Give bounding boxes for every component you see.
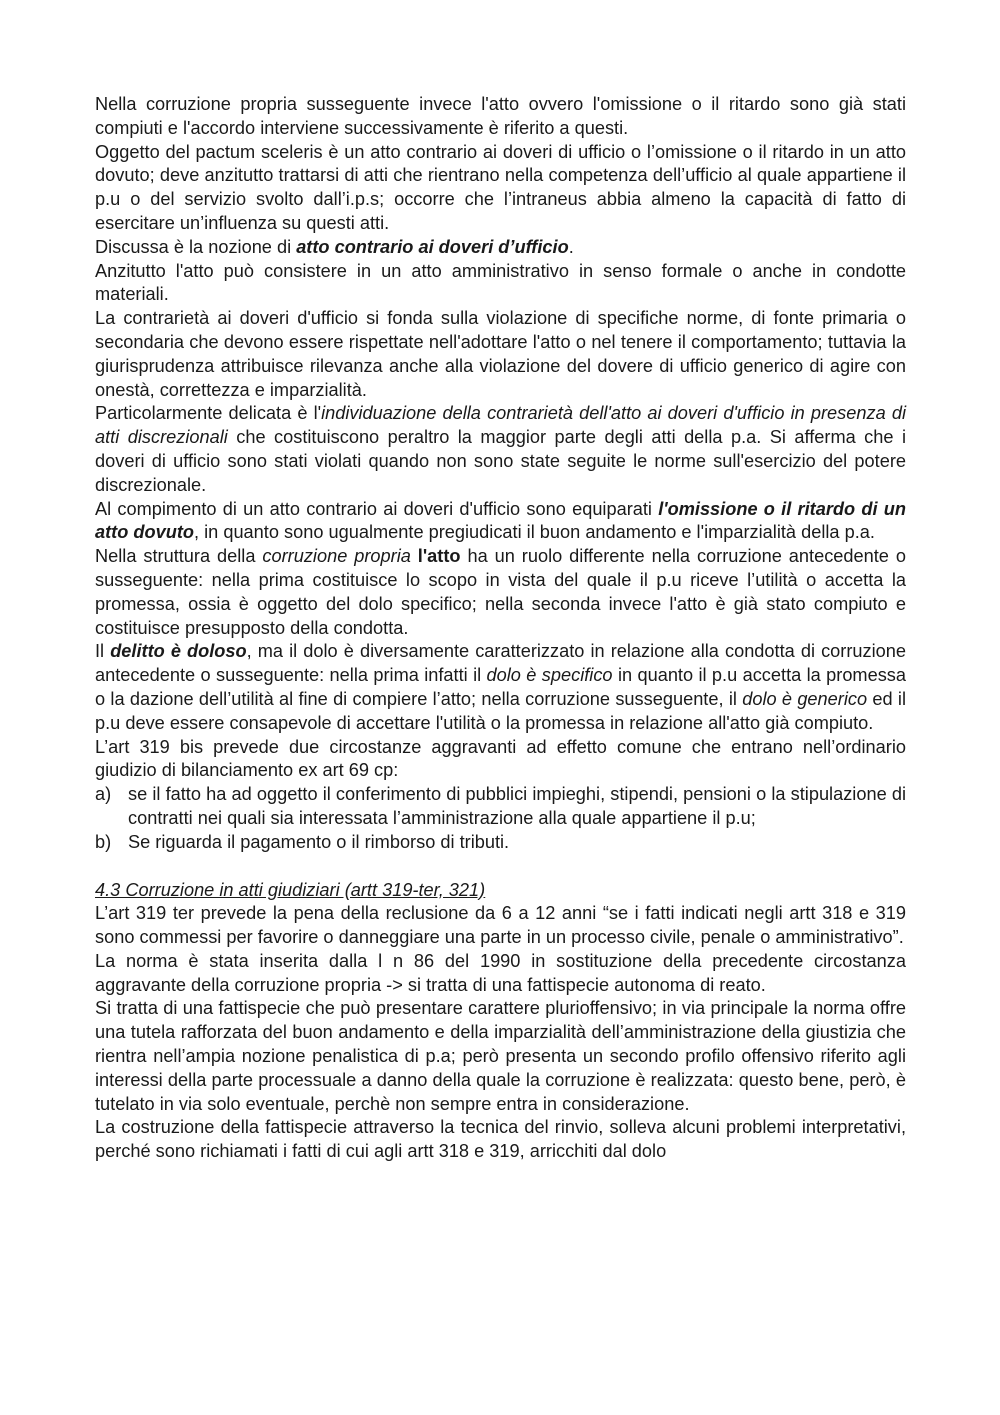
section-heading: 4.3 Corruzione in atti giudiziari (artt 319-ter, 321) xyxy=(95,879,486,900)
paragraph-omissione-ritardo xyxy=(95,498,906,546)
text-run: in quanto il p.u accetta la promessa o la dazione dell’utilità al fine di compiere l’atto; nella corruzione susseguente, il xyxy=(95,665,907,709)
emphasis-dolo-generico: dolo è generico xyxy=(742,688,868,709)
emphasis-dolo-specifico: dolo è specifico xyxy=(486,665,613,686)
paragraph-art-319-bis: L’art 319 bis prevede due circostanze aggravanti ad effetto comune che entrano nell’ordinario giudizio di bilanciamento ex art 69 cp: xyxy=(95,736,906,781)
text-run: Il xyxy=(95,641,111,662)
paragraph-struttura-corruzione xyxy=(95,545,906,640)
text-run: Nella struttura della xyxy=(95,546,263,567)
list-marker: b) xyxy=(95,831,112,852)
emphasis-delitto-doloso: delitto è doloso xyxy=(110,641,247,662)
text-run: , ma il dolo è diversamente caratterizzato in relazione alla condotta di corruzione antecedente o susseguente: nella prima infatti il xyxy=(95,641,906,686)
text-run: . xyxy=(568,236,574,257)
emphasis-omissione-ritardo: l'omissione o il ritardo di un atto dovuto xyxy=(95,498,906,543)
document-page xyxy=(95,93,906,1164)
list-item-text: Se riguarda il pagamento o il rimborso di tributi. xyxy=(128,831,510,852)
paragraph-atto-amministrativo: Anzitutto l'atto può consistere in un atto amministrativo in senso formale o anche in condotte materiali. xyxy=(95,260,906,305)
list-marker: a) xyxy=(95,784,112,805)
list-item-text: se il fatto ha ad oggetto il conferimento di pubblici impieghi, stipendi, pensioni o la stipulazione di contratti nei quali sia interessata l’amministrazione alla quale appartiene il p.u; xyxy=(128,784,906,828)
paragraph-atti-discrezionali xyxy=(95,402,906,497)
emphasis-individuazione: individuazione della contrarietà dell'atto ai doveri d'ufficio in presenza di atti discrezionali xyxy=(95,403,906,448)
paragraph-tecnica-rinvio: La costruzione della fattispecie attraverso la tecnica del rinvio, solleva alcuni problemi interpretativi, perché sono richiamati i fatti di cui agli artt 318 e 319, arricchiti dal dolo xyxy=(95,1117,906,1162)
text-run xyxy=(411,546,418,566)
paragraph-corruzione-susseguente: Nella corruzione propria susseguente invece l'atto ovvero l'omissione o il ritardo sono già stati compiuti e l'accordo interviene successivamente è riferito a questi. xyxy=(95,94,906,138)
list-item xyxy=(95,783,906,831)
text-run: , in quanto sono ugualmente pregiudicati il buon andamento e l'imparzialità della p.a. xyxy=(194,522,875,543)
text-run: Particolarmente delicata è l' xyxy=(95,403,322,424)
text-run: Discussa è la nozione di xyxy=(95,236,297,257)
paragraph-norma-inserita: La norma è stata inserita dalla l n 86 del 1990 in sostituzione della precedente circostanza aggravante della corruzione propria -> si tratta di una fattispecie autonoma di reato. xyxy=(95,950,906,995)
text-run: che costituiscono peraltro la maggior parte degli atti della p.a. Si afferma che i doveri di ufficio sono stati violati quando non sono state seguite le norme sull'esercizio del potere discrezionale. xyxy=(95,427,906,495)
list-item xyxy=(95,831,906,855)
paragraph-contrarieta-doveri: La contrarietà ai doveri d'ufficio si fonda sulla violazione di specifiche norme, di fonte primaria o secondaria che devono essere rispettate nell'adottare l'atto o nel tenere il comportamento; tuttavia la giurisprudenza attribuisce rilevanza anche alla violazione del dovere di ufficio generico di agire con onestà, correttezza e imparzialità. xyxy=(95,308,906,400)
paragraph-nozione-atto xyxy=(95,236,906,260)
text-run: ha un ruolo differente nella corruzione antecedente o susseguente: nella prima costituisce lo scopo in vista del quale il p.u riceve l’utilità o accetta la promessa, ossia è oggetto del dolo specifico; nella seconda invece l'atto è già stato compiuto e costituisce presupposto della condotta. xyxy=(95,546,906,638)
aggravanti-list xyxy=(95,783,906,854)
paragraph-plurioffensivo: Si tratta di una fattispecie che può presentare carattere plurioffensivo; in via principale la norma offre una tutela rafforzata del buon andamento e della imparzialità dell’amministrazione della giustizia che rientra nell’ampia nozione penalistica di p.a; però presenta un secondo profilo offensivo riferito agli interessi della parte processuale a danno della quale la corruzione è realizzata: questo bene, però, è tutelato in via solo eventuale, perchè non sempre entra in considerazione. xyxy=(95,998,906,1114)
paragraph-art-319-ter: L’art 319 ter prevede la pena della reclusione da 6 a 12 anni “se i fatti indicati negli artt 318 e 319 sono commessi per favorire o danneggiare una parte in un processo civile, penale o amministrativo”. xyxy=(95,903,906,948)
paragraph-oggetto-pactum: Oggetto del pactum sceleris è un atto contrario ai doveri di ufficio o l’omissione o il ritardo in un atto dovuto; deve anzitutto trattarsi di atti che rientrano nella competenza dell’ufficio al quale appartiene il p.u o del servizio svolto dall’i.p.s; occorre che l’intraneus abbia almeno la capacità di fatto di esercitare un’influenza su questi atti. xyxy=(95,141,906,233)
text-run: Al compimento di un atto contrario ai doveri d'ufficio sono equiparati xyxy=(95,498,659,519)
paragraph-delitto-doloso xyxy=(95,640,906,735)
emphasis-corruzione-propria: corruzione propria xyxy=(262,546,411,567)
emphasis-atto: l'atto xyxy=(417,546,461,567)
emphasis-atto-contrario: atto contrario ai doveri d’ufficio xyxy=(296,236,569,257)
text-run: ed il p.u deve essere consapevole di accettare l'utilità o la promessa in relazione all'atto già compiuto. xyxy=(95,688,907,733)
